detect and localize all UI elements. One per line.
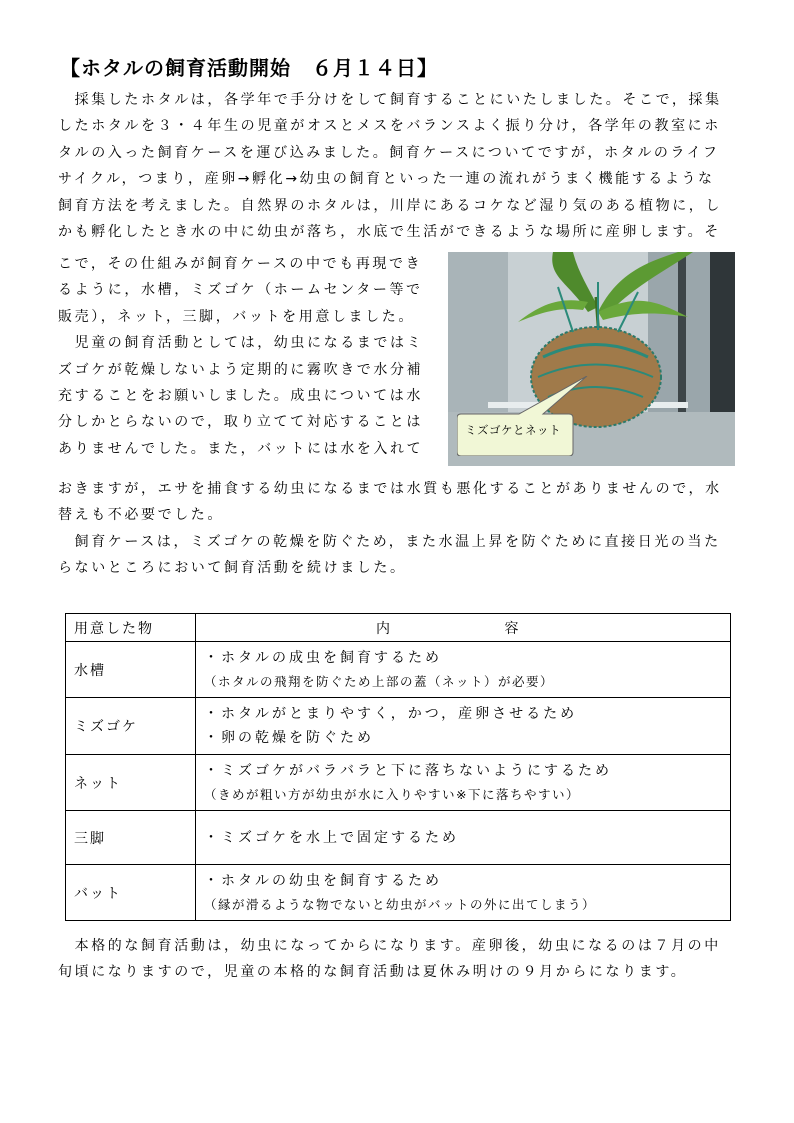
table-row (66, 698, 731, 755)
row-content (196, 755, 731, 811)
text-line: かも孵化したとき水の中に幼虫が落ち，水底で生活ができるような場所に産卵します。そ (58, 223, 721, 240)
row-content-line: ・ホタルがとまりやすく，かつ，産卵させるため (204, 706, 578, 722)
text-line: 充することをお願いしました。成虫については水 (58, 387, 423, 404)
photo-callout (457, 410, 567, 456)
row-item: ネット (66, 755, 196, 811)
intro-paragraph (58, 87, 722, 245)
text-line: 替えも不必要でした。 (58, 507, 224, 524)
text-line: るように，水槽，ミズゴケ（ホームセンター等で (58, 282, 423, 299)
row-item: 三脚 (66, 811, 196, 865)
table-header-row (66, 614, 731, 642)
text-line: 児童の飼育活動としては，幼虫になるまではミ (58, 335, 424, 352)
row-content-line: ・ホタルの成虫を飼育するため (204, 649, 442, 666)
table-row (66, 865, 731, 921)
text-line: 本格的な飼育活動は，幼虫になってからになります。産卵後，幼虫になるのは７月の中 (58, 938, 721, 954)
text-line: したホタルを３・４年生の児童がオスとメスをバランスよく振り分け，各学年の教室にホ (58, 118, 721, 135)
table-row (66, 811, 731, 865)
row-content (196, 698, 731, 755)
table-row (66, 642, 731, 698)
row-item: バット (66, 865, 196, 921)
row-content-line: ・ミズゴケがバラバラと下に落ちないようにするため (204, 762, 612, 779)
row-content (196, 865, 731, 921)
table-row (66, 755, 731, 811)
document-title: 【ホタルの飼育活動開始 ６月１４日】 (60, 56, 438, 80)
header-content-part: 容 (504, 620, 519, 637)
header-item: 用意した物 (66, 614, 196, 642)
row-content-line: ・ミズゴケを水上で固定するため (204, 829, 459, 846)
text-line: タルの入った飼育ケースを運び込みました。飼育ケースについてですが，ホタルのライフ (58, 144, 720, 161)
text-line: 分しかとらないので，取り立てて対応することは (58, 414, 423, 431)
continuation-paragraph (58, 476, 722, 582)
text-line: 販売），ネット，三脚，バットを用意しました。 (58, 308, 415, 325)
text-line: 旬頃になりますので，児童の本格的な飼育活動は夏休み明けの９月からになります。 (58, 964, 688, 981)
callout-text: ミズゴケとネット (465, 423, 561, 437)
left-column-paragraph (58, 251, 423, 462)
row-content-line: ・ホタルの幼虫を飼育するため (204, 872, 442, 889)
supplies-table (65, 613, 731, 921)
text-line: 採集したホタルは，各学年で手分けをして飼育することにいたしました。そこで，採集 (58, 92, 722, 108)
text-line: ズゴケが乾燥しないよう定期的に霧吹きで水分補 (58, 361, 424, 378)
row-content (196, 811, 731, 865)
moss-net-photo (448, 252, 735, 466)
text-line: こで，その仕組みが飼育ケースの中でも再現でき (58, 256, 423, 272)
text-line: 飼育ケースは，ミズゴケの乾燥を防ぐため，また水温上昇を防ぐために直接日光の当た (58, 533, 721, 550)
text-line: らないところにおいて飼育活動を続けました。 (58, 560, 407, 577)
text-line: ありませんでした。また，バットには水を入れて (58, 440, 424, 457)
row-content (196, 642, 731, 698)
row-item: ミズゴケ (66, 698, 196, 755)
text-line: 飼育方法を考えました。自然界のホタルは，川岸にあるコケなど湿り気のある植物に，し (58, 197, 722, 214)
header-content-part: 内 (376, 620, 390, 637)
row-content-line: ・卵の乾燥を防ぐため (204, 730, 374, 746)
header-content (196, 614, 731, 642)
callout-bubble-icon (457, 376, 592, 456)
closing-paragraph (58, 933, 721, 986)
row-item: 水槽 (66, 642, 196, 698)
text-line: おきますが，エサを捕食する幼虫になるまでは水質も悪化することがありませんので，水 (58, 481, 722, 497)
text-line: サイクル，つまり，産卵→孵化→幼虫の飼育といった一連の流れがうまく機能するような (58, 171, 715, 188)
row-content-note: （きめが粗い方が幼虫が水に入りやすい※下に落ちやすい） (204, 786, 580, 802)
row-content-note: （縁が滑るような物でないと幼虫がバットの外に出てしまう） (204, 896, 597, 912)
row-content-note: （ホタルの飛翔を防ぐため上部の蓋（ネット）が必要） (204, 673, 555, 689)
